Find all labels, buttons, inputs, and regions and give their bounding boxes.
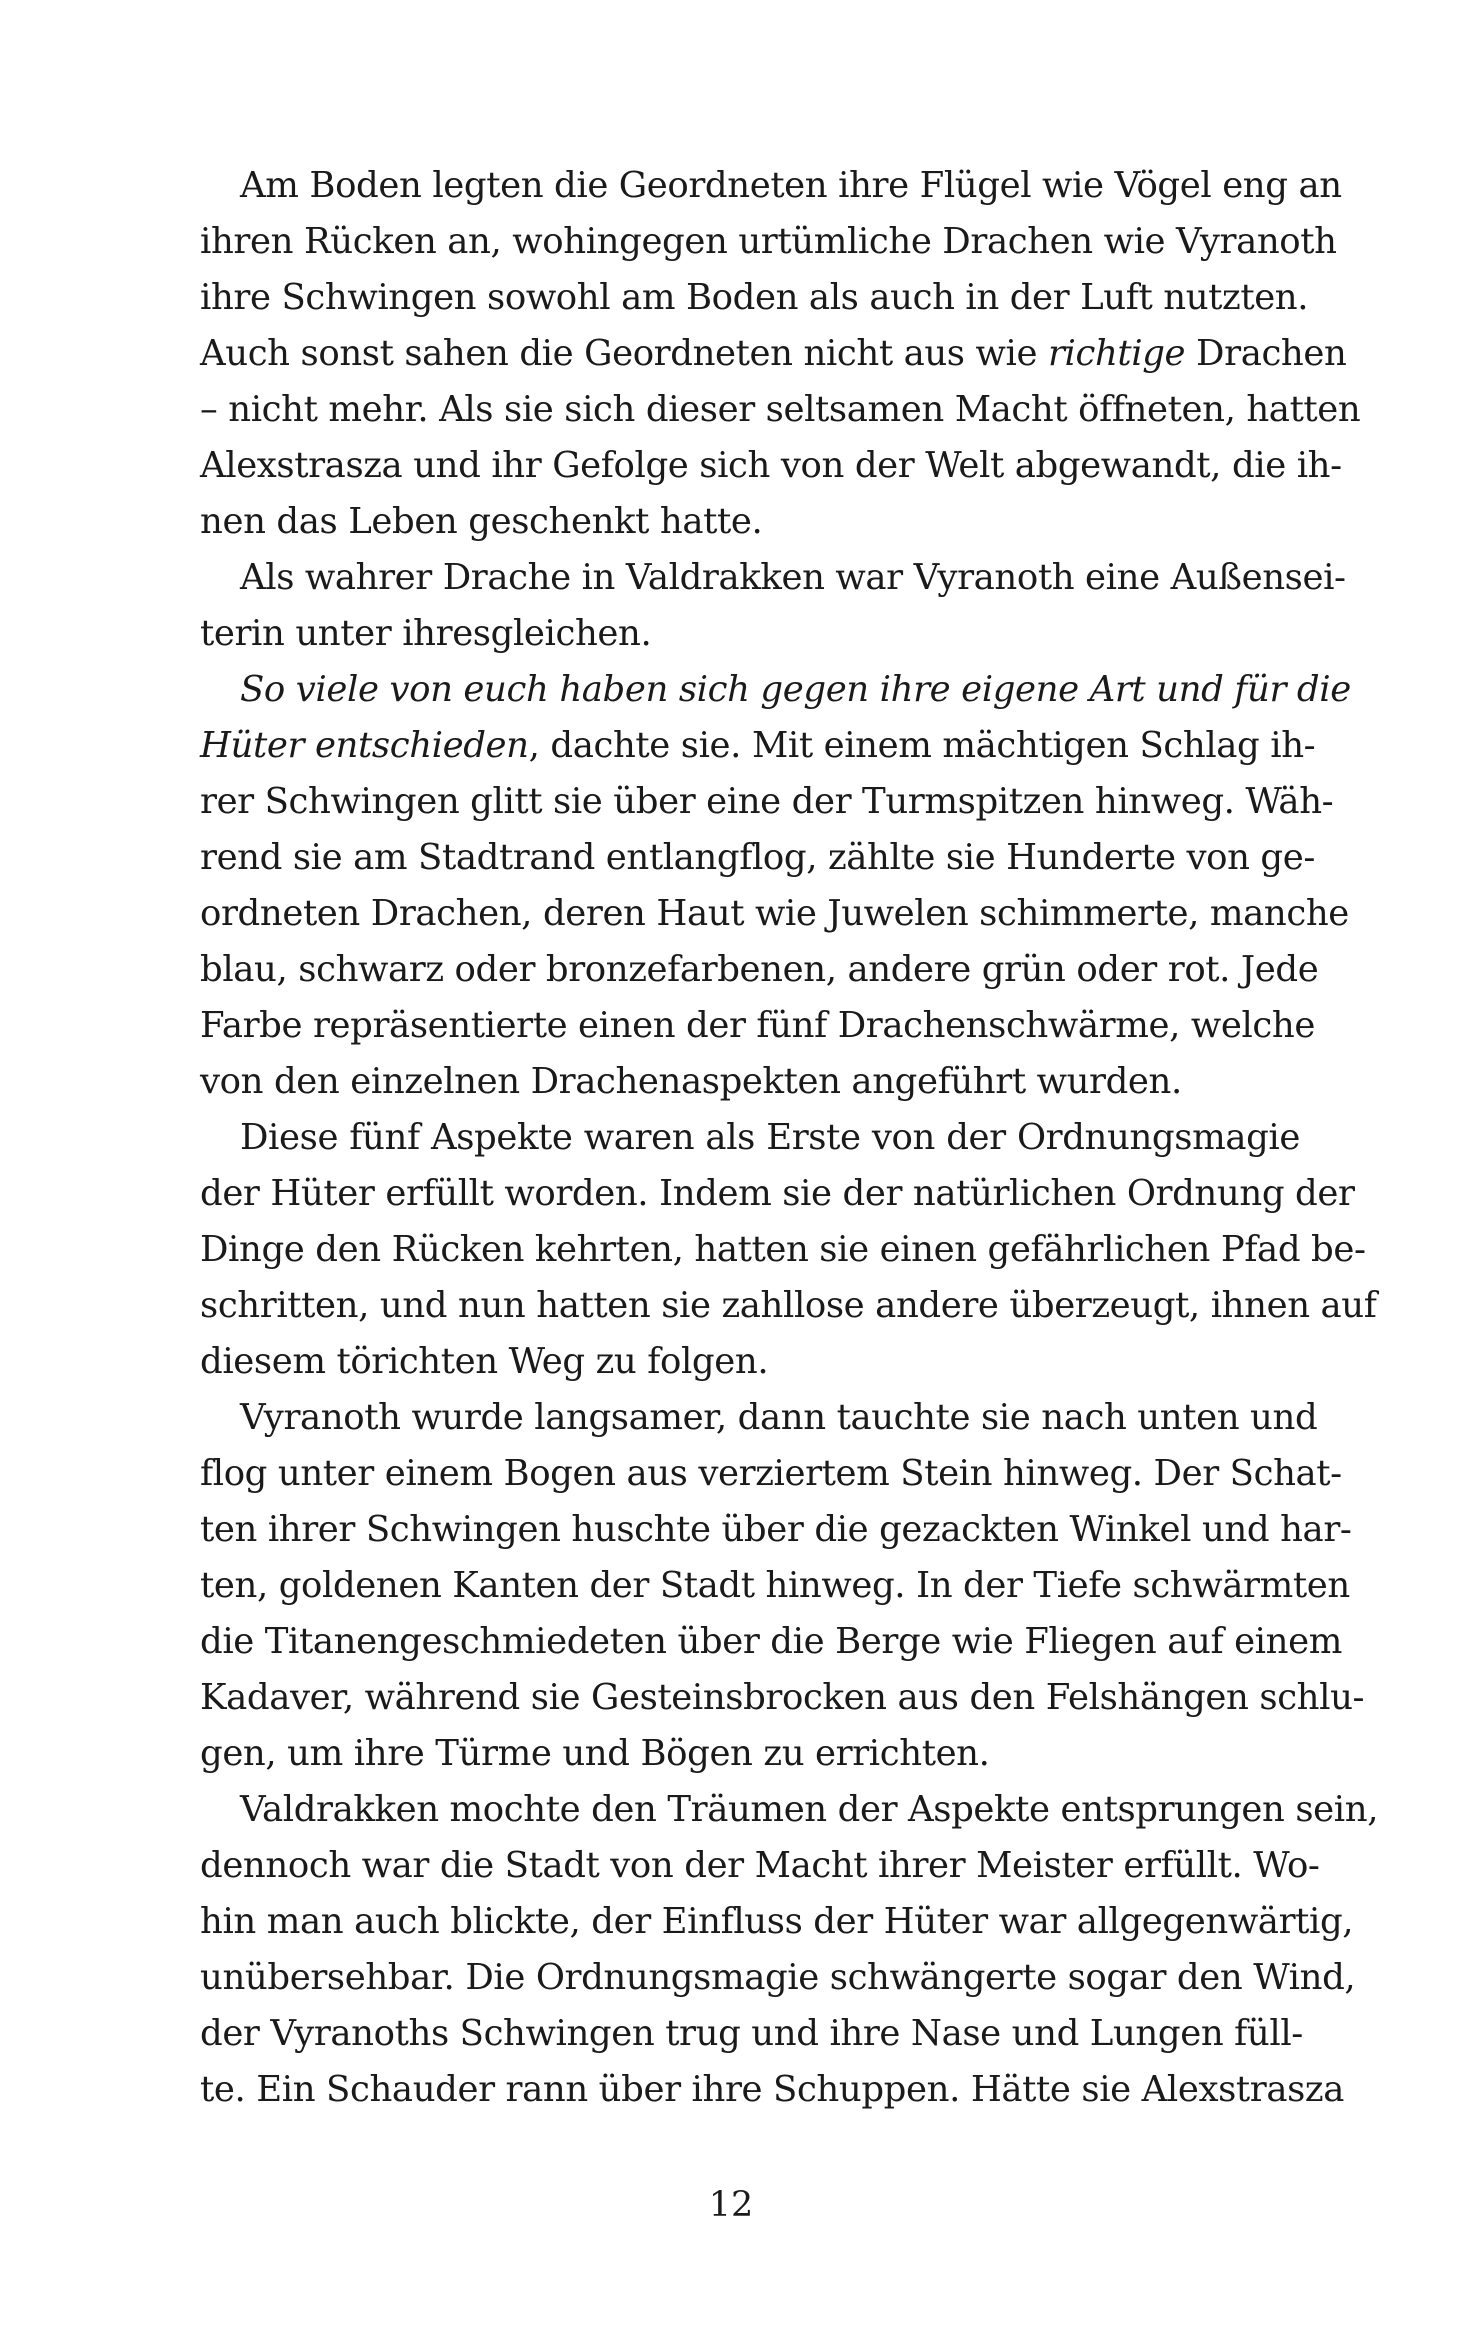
text-line: von den einzelnen Drachenaspekten angeführt wurden. [200,1061,1182,1102]
page-number: 12 [708,2185,754,2225]
text-line: Dinge den Rücken kehrten, hatten sie einen gefährlichen Pfad be- [200,1229,1366,1270]
text-line: ten, goldenen Kanten der Stadt hinweg. In der Tiefe schwärmten [200,1565,1350,1606]
text-line: ten ihrer Schwingen huschte über die gezackten Winkel und har- [200,1509,1352,1550]
text-line: Farbe repräsentierte einen der fünf Drachenschwärme, welche [200,1005,1315,1046]
text-line: – nicht mehr. Als sie sich dieser seltsamen Macht öffneten, hatten [200,389,1361,430]
text-line: unübersehbar. Die Ordnungsmagie schwängerte sogar den Wind, [200,1957,1356,1998]
paragraph [200,662,1351,1110]
text-line: Auch sonst sahen die Geordneten nicht aus wie richtige Drachen [200,333,1347,374]
text-line: Kadaver, während sie Gesteinsbrocken aus den Felshängen schlu- [200,1677,1365,1718]
text-line: ihre Schwingen sowohl am Boden als auch in der Luft nutzten. [200,277,1309,318]
text-line: hin man auch blickte, der Einfluss der Hüter war allgegenwärtig, [200,1901,1354,1942]
text-line: Alexstrasza und ihr Gefolge sich von der Welt abgewandt, die ih- [200,445,1342,486]
text-line: ihren Rücken an, wohingegen urtümliche Drachen wie Vyranoth [200,221,1337,262]
text-line: Hüter entschieden, dachte sie. Mit einem mächtigen Schlag ih- [200,725,1316,766]
paragraph [200,1782,1379,2118]
text-line: der Vyranoths Schwingen trug und ihre Nase und Lungen füll- [200,2013,1303,2054]
text-line: rend sie am Stadtrand entlangflog, zählte sie Hunderte von ge- [200,837,1315,878]
text-line: ordneten Drachen, deren Haut wie Juwelen schimmerte, manche [200,893,1349,934]
text-line: Als wahrer Drache in Valdrakken war Vyranoth eine Außensei- [240,557,1346,598]
text-line: Am Boden legten die Geordneten ihre Flügel wie Vögel eng an [240,165,1342,206]
paragraph [200,1390,1365,1782]
text-line: terin unter ihresgleichen. [200,613,652,654]
text-line: blau, schwarz oder bronzefarbenen, andere grün oder rot. Jede [200,949,1319,990]
text-line: flog unter einem Bogen aus verziertem Stein hinweg. Der Schat- [200,1453,1342,1494]
text-line: te. Ein Schauder rann über ihre Schuppen. Hätte sie Alexstrasza [200,2069,1344,2110]
body-text [200,158,1379,2118]
text-line: Vyranoth wurde langsamer, dann tauchte sie nach unten und [240,1397,1318,1438]
text-line: der Hüter erfüllt worden. Indem sie der natürlichen Ordnung der [200,1173,1355,1214]
text-line: diesem törichten Weg zu folgen. [200,1341,769,1382]
text-line: gen, um ihre Türme und Bögen zu errichten. [200,1733,990,1774]
paragraph [200,158,1361,550]
text-line: die Titanengeschmiedeten über die Berge wie Fliegen auf einem [200,1621,1342,1662]
text-line: Valdrakken mochte den Träumen der Aspekte entsprungen sein, [240,1789,1379,1830]
paragraph [200,550,1346,662]
text-line: rer Schwingen glitt sie über eine der Turmspitzen hinweg. Wäh- [200,781,1334,822]
text-line: nen das Leben geschenkt hatte. [200,501,763,542]
text-line: schritten, und nun hatten sie zahllose andere überzeugt, ihnen auf [200,1285,1377,1326]
text-line: dennoch war die Stadt von der Macht ihrer Meister erfüllt. Wo- [200,1845,1320,1886]
text-line: So viele von euch haben sich gegen ihre eigene Art und für die [240,669,1351,710]
text-line: Diese fünf Aspekte waren als Erste von der Ordnungsmagie [240,1117,1300,1158]
paragraph [200,1110,1377,1390]
